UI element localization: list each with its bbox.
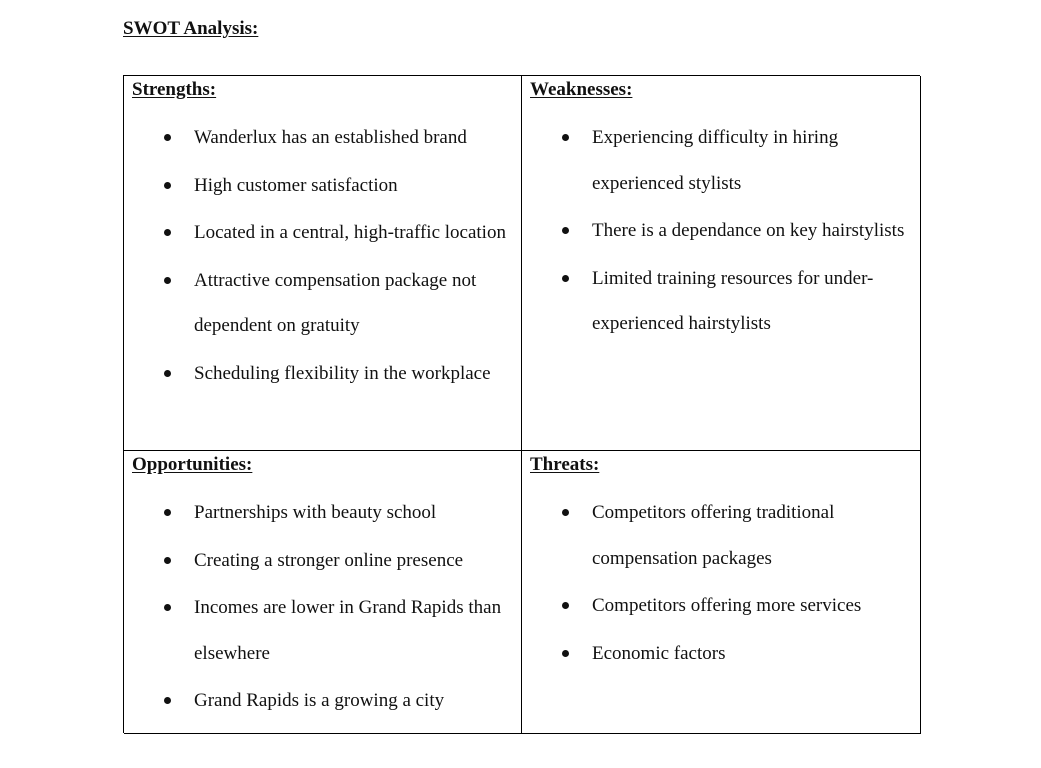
list-item (530, 256, 920, 347)
list-item (132, 210, 521, 256)
list-item-text: Competitors offering traditional compensation packages (592, 502, 835, 569)
list-item (132, 585, 521, 676)
list-item-text: Grand Rapids is a growing a city (194, 690, 445, 711)
list-item-text: Incomes are lower in Grand Rapids than elsewhere (194, 597, 502, 664)
list-item (132, 678, 521, 724)
list-item-text: Scheduling flexibility in the workplace (194, 362, 491, 384)
list-item (132, 538, 521, 584)
bullet-icon (164, 134, 171, 141)
weaknesses-list (530, 115, 920, 347)
bullet-icon (164, 277, 171, 284)
list-item (530, 208, 920, 254)
list-item-text: Attractive compensation package not dependent on gratuity (194, 269, 477, 336)
list-item-text: Limited training resources for under-experienced hairstylists (592, 267, 874, 334)
bullet-icon (562, 134, 569, 141)
weaknesses-heading: Weaknesses: (530, 79, 633, 100)
list-item-text: Competitors offering more services (592, 595, 862, 616)
bullet-icon (562, 227, 569, 234)
threats-list (530, 490, 920, 676)
swot-table (123, 75, 920, 733)
weaknesses-cell (522, 76, 921, 451)
threats-cell (522, 451, 921, 734)
opportunities-list (132, 490, 521, 724)
list-item-text: Experiencing difficulty in hiring experienced stylists (592, 127, 839, 194)
threats-heading: Threats: (530, 454, 600, 475)
bullet-icon (164, 697, 171, 704)
list-item (530, 115, 920, 206)
list-item (132, 490, 521, 536)
list-item (132, 351, 521, 397)
bullet-icon (164, 370, 171, 377)
list-item-text: Creating a stronger online presence (194, 549, 464, 571)
bullet-icon (562, 509, 569, 516)
bullet-icon (562, 650, 569, 657)
opportunities-cell (124, 451, 522, 734)
list-item (530, 583, 920, 629)
list-item-text: Located in a central, high-traffic location (194, 222, 506, 243)
bullet-icon (164, 229, 171, 236)
strengths-heading: Strengths: (132, 79, 217, 100)
bullet-icon (164, 182, 171, 189)
bullet-icon (164, 557, 171, 564)
list-item (132, 258, 521, 349)
strengths-cell (124, 76, 522, 451)
bullet-icon (164, 604, 171, 611)
list-item-text: Wanderlux has an established brand (194, 127, 467, 148)
bullet-icon (562, 275, 569, 282)
list-item (132, 115, 521, 161)
list-item-text: Economic factors (592, 642, 726, 664)
list-item (132, 163, 521, 209)
document-title: SWOT Analysis: (123, 18, 259, 39)
list-item-text: Partnerships with beauty school (194, 502, 437, 523)
list-item-text: High customer satisfaction (194, 174, 398, 196)
strengths-list (132, 115, 521, 396)
bullet-icon (164, 509, 171, 516)
list-item (530, 631, 920, 677)
bullet-icon (562, 602, 569, 609)
opportunities-heading: Opportunities: (132, 454, 253, 475)
list-item-text: There is a dependance on key hairstylists (592, 220, 905, 241)
list-item (530, 490, 920, 581)
